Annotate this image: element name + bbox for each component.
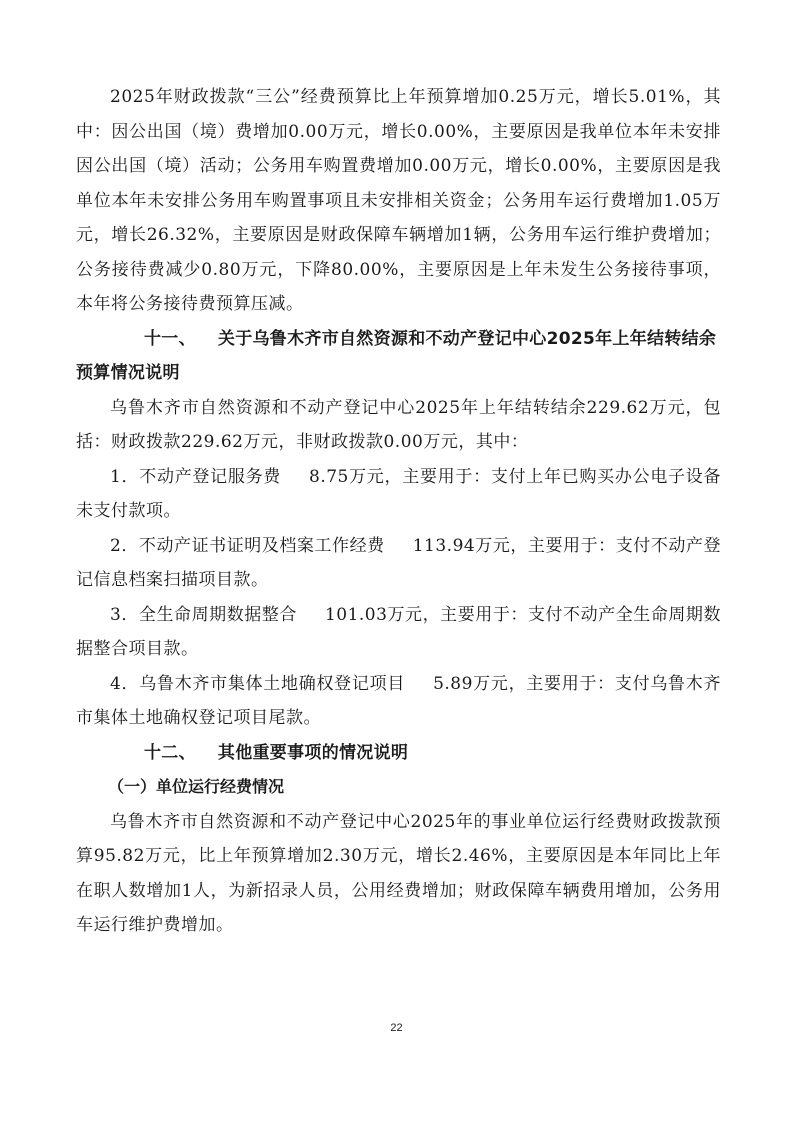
section-12-heading	[76, 736, 721, 771]
carryover-item-4	[76, 667, 721, 736]
carryover-item-3-label: 3．全生命周期数据整合	[110, 604, 297, 625]
carryover-item-3	[76, 598, 721, 667]
carryover-item-1-text: 8.75万元，主要用于：支付上年已购买办公电子设备未支付款项。	[76, 466, 721, 521]
subsection-operating-funds-title: （一）单位运行经费情况	[108, 777, 285, 796]
section-11-number: 十一、	[144, 328, 196, 349]
carryover-item-2-label: 2．不动产证书证明及档案工作经费	[110, 535, 385, 556]
carryover-item-1-label: 1．不动产登记服务费	[110, 466, 282, 487]
carryover-item-1	[76, 460, 721, 529]
section-12-title: 其他重要事项的情况说明	[217, 742, 409, 763]
carryover-item-3-text: 101.03万元，主要用于：支付不动产全生命周期数据整合项目款。	[76, 604, 721, 659]
carryover-item-4-text: 5.89万元，主要用于：支付乌鲁木齐市集体土地确权登记项目尾款。	[76, 673, 721, 728]
document-body	[76, 80, 721, 943]
page-number: 22	[390, 1022, 403, 1034]
operating-funds-paragraph: 乌鲁木齐市自然资源和不动产登记中心2025年的事业单位运行经费财政拨款预算95.82万元，比上年预算增加2.30万元，增长2.46%，主要原因是本年同比上年在职人数增加1人，为新招录人员，公用经费增加；财政保障车辆费用增加，公务用车运行维护费增加。	[76, 811, 721, 935]
section-11-title: 关于乌鲁木齐市自然资源和不动产登记中心2025年上年结转结余预算情况说明	[76, 328, 717, 383]
three-public-funds-paragraph: 2025年财政拨款“三公”经费预算比上年预算增加0.25万元，增长5.01%，其中：因公出国（境）费增加0.00万元，增长0.00%，主要原因是我单位本年未安排因公出国（境）活动；公务用车购置费增加0.00万元，增长0.00%，主要原因是我单位本年未安排公务用车购置事项且未安排相关资金；公务用车运行费增加1.05万元，增长26.32%，主要原因是财政保障车辆增加1辆，公务用车运行维护费增加；公务接待费减少0.80万元，下降80.00%，主要原因是上年未发生公务接待事项，本年将公务接待费预算压减。	[76, 87, 721, 314]
section-11-heading	[76, 322, 721, 391]
section-12-number: 十二、	[144, 742, 196, 763]
section-11-intro: 乌鲁木齐市自然资源和不动产登记中心2025年上年结转结余229.62万元，包括：财政拨款229.62万元，非财政拨款0.00万元，其中：	[76, 397, 721, 452]
carryover-item-2-text: 113.94万元，主要用于：支付不动产登记信息档案扫描项目款。	[76, 535, 721, 590]
carryover-item-4-label: 4．乌鲁木齐市集体土地确权登记项目	[110, 673, 406, 694]
carryover-item-2	[76, 529, 721, 598]
